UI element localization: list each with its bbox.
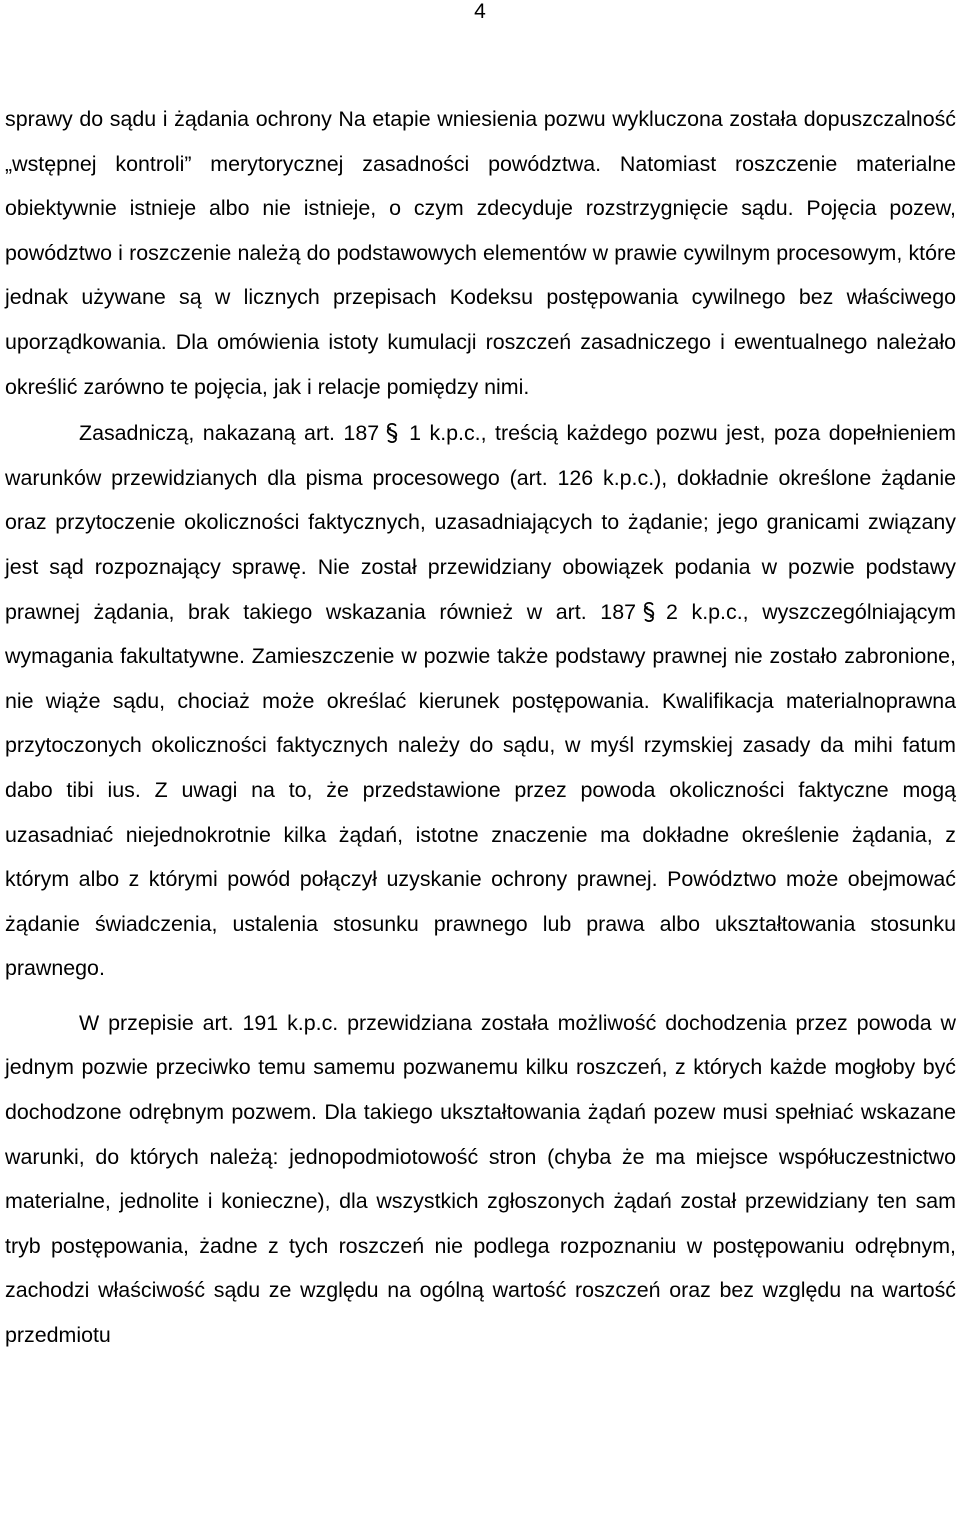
paragraph-2-part-b: 1 k.p.c., treścią każdego pozwu jest, poza dopełnieniem warunków przewidzianych dla pisma procesowego (art. 126 k.p.c.), dokładnie określone żądanie oraz przytoczenie okoliczności faktycznych, uzasadniających to żądanie; jego granicami związany jest sąd rozpoznający sprawę. Nie został przewidziany obowiązek podania w pozwie podstawy prawnej żądania, brak takiego wskazania również w art. 187 [5,421,956,624]
section-sign-icon [381,422,403,444]
section-sign-icon [638,601,660,623]
paragraph-2-part-a: Zasadniczą, nakazaną art. 187 [79,421,380,446]
document-body [5,97,956,1358]
page-number [0,0,960,24]
page-number-text: 4 [474,0,486,23]
paragraph-spacer [5,991,956,1001]
paragraph-3: W przepisie art. 191 k.p.c. przewidziana została możliwość dochodzenia przez powoda w jednym pozwie przeciwko temu samemu pozwanemu kilku roszczeń, z których każde mogłoby być dochodzone odrębnym pozwem. Dla takiego ukształtowania żądań pozew musi spełniać wskazane warunki, do których należą: jednopodmiotowość stron (chyba że ma miejsce współuczestnictwo materialne, jednolite i konieczne), dla wszystkich zgłoszonych żądań został przewidziany ten sam tryb postępowania, żadne z tych roszczeń nie podlega rozpoznaniu w postępowaniu odrębnym, zachodzi właściwość sądu ze względu na ogólną wartość roszczeń oraz bez względu na wartość przedmiotu [5,1010,956,1348]
paragraph-2 [5,411,956,991]
paragraph-2-part-c: 2 k.p.c., wyszczególniającym wymagania fakultatywne. Zamieszczenie w pozwie także podstawy prawnej nie zostało zabronione, nie wiąże sądu, chociaż może określać kierunek postępowania. Kwalifikacja materialnoprawna przytoczonych okoliczności faktycznych należy do sądu, w myśl rzymskiej zasady da mihi fatum dabo tibi ius. Z uwagi na to, że przedstawione przez powoda okoliczności faktyczne mogą uzasadniać niejednokrotnie kilka żądań, istotne znaczenie ma dokładne określenie żądania, z którym albo z którymi powód połączył uzyskanie ochrony prawnej. Powództwo może obejmować żądanie świadczenia, ustalenia stosunku prawnego lub prawa albo ukształtowania stosunku prawnego. [5,599,956,981]
paragraph-1: sprawy do sądu i żądania ochrony Na etapie wniesienia pozwu wykluczona została dopuszczalność „wstępnej kontroli” merytorycznej zasadności powództwa. Natomiast roszczenie materialne obiektywnie istnieje albo nie istnieje, o czym zdecyduje rozstrzygnięcie sądu. Pojęcia pozew, powództwo i roszczenie należą do podstawowych elementów w prawie cywilnym procesowym, które jednak używane są w licznych przepisach Kodeksu postępowania cywilnego bez właściwego uporządkowania. Dla omówienia istoty kumulacji roszczeń zasadniczego i ewentualnego należało określić zarówno te pojęcia, jak i relacje pomiędzy nimi. [5,107,956,399]
